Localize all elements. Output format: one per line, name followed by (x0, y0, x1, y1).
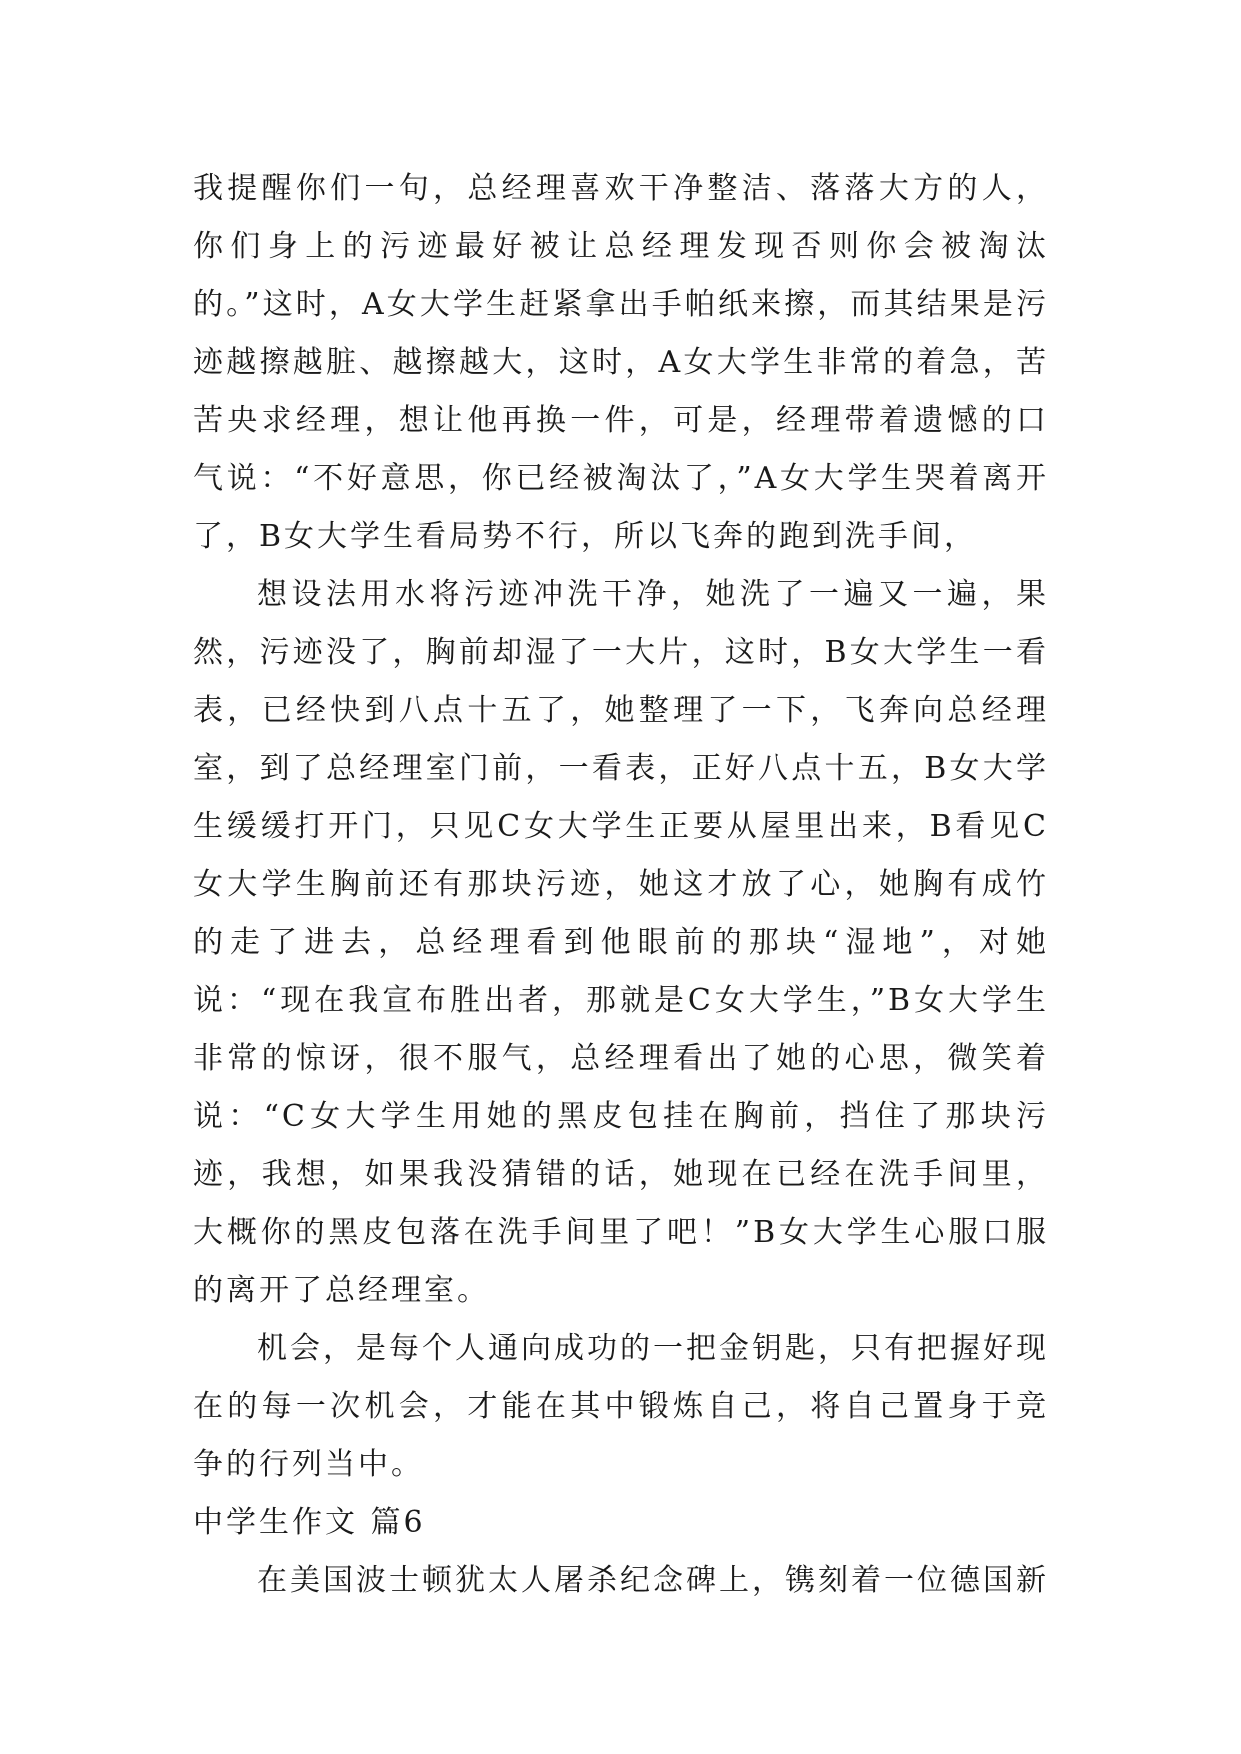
body-paragraph: 机会，是每个人通向成功的一把金钥匙，只有把握好现在的每一次机会，才能在其中锻炼自己，将自己置身于竞争的行列当中。 (193, 1331, 1049, 1482)
document-body (193, 160, 1049, 1610)
section-heading: 中学生作文 篇6 (193, 1505, 426, 1540)
body-paragraph: 在美国波士顿犹太人屠杀纪念碑上，镌刻着一位德国新 (257, 1563, 1049, 1598)
body-paragraph: 我提醒你们一句，总经理喜欢干净整洁、落落大方的人，你们身上的污迹最好被让总经理发现否则你会被淘汰的。”这时，A女大学生赶紧拿出手帕纸来擦，而其结果是污迹越擦越脏、越擦越大，这时，A女大学生非常的着急，苦苦央求经理，想让他再换一件，可是，经理带着遗憾的口气说：“不好意思，你已经被淘汰了，”A女大学生哭着离开了，B女大学生看局势不行，所以飞奔的跑到洗手间， (193, 171, 1049, 554)
body-paragraph: 想设法用水将污迹冲洗干净，她洗了一遍又一遍，果然，污迹没了，胸前却湿了一大片，这时，B女大学生一看表，已经快到八点十五了，她整理了一下，飞奔向总经理室，到了总经理室门前，一看表，正好八点十五，B女大学生缓缓打开门，只见C女大学生正要从屋里出来，B看见C女大学生胸前还有那块污迹，她这才放了心，她胸有成竹的走了进去，总经理看到他眼前的那块“湿地”，对她说：“现在我宣布胜出者，那就是C女大学生，”B女大学生非常的惊讶，很不服气，总经理看出了她的心思，微笑着说：“C女大学生用她的黑皮包挂在胸前，挡住了那块污迹，我想，如果我没猜错的话，她现在已经在洗手间里，大概你的黑皮包落在洗手间里了吧！”B女大学生心服口服的离开了总经理室。 (193, 577, 1049, 1308)
